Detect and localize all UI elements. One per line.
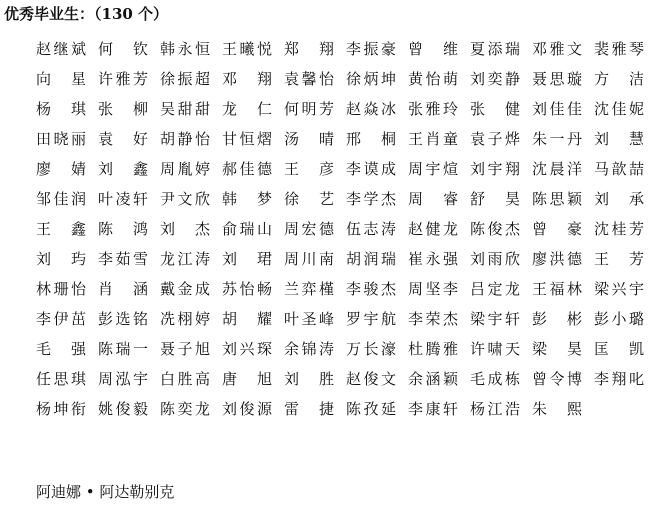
name-entry: 刘 鑫 — [98, 160, 148, 178]
name-entry: 郑 翔 — [284, 40, 334, 58]
name-row — [36, 64, 656, 94]
name-entry: 崔永强 — [408, 250, 458, 268]
name-entry: 匡 凯 — [594, 340, 644, 358]
name-entry: 龙江涛 — [160, 250, 210, 268]
name-entry-last: 阿迪娜 • 阿达勒别克 — [36, 483, 175, 501]
name-row — [36, 364, 656, 394]
name-entry: 舒 昊 — [470, 190, 520, 208]
name-entry: 叶凌轩 — [98, 190, 148, 208]
name-entry: 罗宇航 — [346, 310, 396, 328]
name-entry: 唐 旭 — [222, 370, 272, 388]
name-entry: 韩 梦 — [222, 190, 272, 208]
name-entry: 刘 慧 — [594, 130, 644, 148]
name-entry: 刘 胜 — [284, 370, 334, 388]
name-entry: 徐振超 — [160, 70, 210, 88]
name-entry: 刘 承 — [594, 190, 644, 208]
name-entry: 毛 强 — [36, 340, 86, 358]
name-entry: 王曦悦 — [222, 40, 272, 58]
name-entry: 何明芳 — [284, 100, 334, 118]
name-entry: 周宏德 — [284, 220, 334, 238]
name-entry: 李伊茁 — [36, 310, 86, 328]
name-entry: 伍志涛 — [346, 220, 396, 238]
name-entry: 周 睿 — [408, 190, 458, 208]
name-entry: 肖 涵 — [98, 280, 148, 298]
name-entry: 万长濠 — [346, 340, 396, 358]
name-entry: 陈瑞一 — [98, 340, 148, 358]
name-entry: 胡静怡 — [160, 130, 210, 148]
name-entry: 曾 豪 — [532, 220, 582, 238]
name-entry: 刘宇翔 — [470, 160, 520, 178]
name-entry: 梁宇轩 — [470, 310, 520, 328]
name-entry: 李学杰 — [346, 190, 396, 208]
name-entry: 赵焱冰 — [346, 100, 396, 118]
name-entry: 梁 昊 — [532, 340, 582, 358]
name-entry: 曾 维 — [408, 40, 458, 58]
name-entry: 陈 鸿 — [98, 220, 148, 238]
name-entry: 赵健龙 — [408, 220, 458, 238]
name-row — [36, 244, 656, 274]
name-entry: 雷 捷 — [284, 400, 334, 418]
name-entry: 夏添瑞 — [470, 40, 520, 58]
name-entry: 毛成栋 — [470, 370, 520, 388]
name-entry: 沈晨洋 — [532, 160, 582, 178]
name-entry: 俞瑞山 — [222, 220, 272, 238]
name-entry: 马歆喆 — [594, 160, 644, 178]
name-entry: 彭小璐 — [594, 310, 644, 328]
name-row — [36, 304, 656, 334]
name-list — [36, 34, 656, 424]
name-entry: 刘佳佳 — [532, 100, 582, 118]
name-entry: 向 星 — [36, 70, 86, 88]
name-row — [36, 394, 656, 424]
name-entry: 方 洁 — [594, 70, 644, 88]
name-entry: 李骏杰 — [346, 280, 396, 298]
name-entry: 刘兴琛 — [222, 340, 272, 358]
name-entry: 李康轩 — [408, 400, 458, 418]
name-entry: 袁馨怡 — [284, 70, 334, 88]
name-entry: 邓 翔 — [222, 70, 272, 88]
name-entry: 黄怡萌 — [408, 70, 458, 88]
name-entry: 廖 婧 — [36, 160, 86, 178]
name-entry: 田晓丽 — [36, 130, 86, 148]
section-heading: 优秀毕业生：（130 个） — [4, 5, 169, 23]
name-entry: 刘奕静 — [470, 70, 520, 88]
name-entry: 李谟成 — [346, 160, 396, 178]
name-entry: 杨江浩 — [470, 400, 520, 418]
name-entry: 李茹雪 — [98, 250, 148, 268]
name-entry: 何 钦 — [98, 40, 148, 58]
name-entry: 裴雅琴 — [594, 40, 644, 58]
name-entry: 许雅芳 — [98, 70, 148, 88]
name-entry: 徐 艺 — [284, 190, 334, 208]
name-entry: 吕定龙 — [470, 280, 520, 298]
name-entry: 刘俊源 — [222, 400, 272, 418]
name-entry: 王肖童 — [408, 130, 458, 148]
name-entry: 邢 桐 — [346, 130, 396, 148]
name-entry: 刘 珺 — [222, 250, 272, 268]
name-entry: 杜腾雅 — [408, 340, 458, 358]
name-entry: 赵俊文 — [346, 370, 396, 388]
name-entry: 彭选铭 — [98, 310, 148, 328]
name-entry: 陈俊杰 — [470, 220, 520, 238]
name-entry: 戴金成 — [160, 280, 210, 298]
name-entry: 彭 彬 — [532, 310, 582, 328]
name-entry: 李振豪 — [346, 40, 396, 58]
name-entry: 叶圣峰 — [284, 310, 334, 328]
name-entry: 杨 琪 — [36, 100, 86, 118]
name-entry: 王 鑫 — [36, 220, 86, 238]
name-entry: 赵继斌 — [36, 40, 86, 58]
name-row — [36, 124, 656, 154]
name-entry: 许啸天 — [470, 340, 520, 358]
name-entry: 甘恒熠 — [222, 130, 272, 148]
name-row — [36, 334, 656, 364]
name-entry: 胡润瑞 — [346, 250, 396, 268]
name-entry: 聂思璇 — [532, 70, 582, 88]
name-entry: 任思琪 — [36, 370, 86, 388]
name-entry: 杨坤衔 — [36, 400, 86, 418]
name-entry: 袁 好 — [98, 130, 148, 148]
name-entry: 吴甜甜 — [160, 100, 210, 118]
name-entry: 袁子烨 — [470, 130, 520, 148]
name-entry: 周胤婷 — [160, 160, 210, 178]
name-entry: 朱 熙 — [532, 400, 582, 418]
name-entry: 李翔叱 — [594, 370, 644, 388]
name-entry: 梁兴宇 — [594, 280, 644, 298]
name-entry: 韩永恒 — [160, 40, 210, 58]
name-entry: 李荣杰 — [408, 310, 458, 328]
name-row — [36, 184, 656, 214]
name-entry: 刘 玙 — [36, 250, 86, 268]
name-entry: 苏怡畅 — [222, 280, 272, 298]
name-entry: 陈孜延 — [346, 400, 396, 418]
name-entry: 陈思颖 — [532, 190, 582, 208]
name-row — [36, 154, 656, 184]
name-entry: 姚俊毅 — [98, 400, 148, 418]
name-entry: 徐炳坤 — [346, 70, 396, 88]
name-entry: 周宇煊 — [408, 160, 458, 178]
name-entry: 王福林 — [532, 280, 582, 298]
name-entry: 廖洪德 — [532, 250, 582, 268]
name-row — [36, 274, 656, 304]
name-entry: 沈佳妮 — [594, 100, 644, 118]
name-entry: 刘 杰 — [160, 220, 210, 238]
name-entry: 刘雨欣 — [470, 250, 520, 268]
name-entry: 郝佳德 — [222, 160, 272, 178]
name-row — [36, 94, 656, 124]
name-entry: 龙 仁 — [222, 100, 272, 118]
name-row — [36, 214, 656, 244]
name-entry: 邹佳润 — [36, 190, 86, 208]
name-entry: 余锦涛 — [284, 340, 334, 358]
name-entry: 王 彦 — [284, 160, 334, 178]
name-entry: 周川南 — [284, 250, 334, 268]
name-entry: 王 芳 — [594, 250, 644, 268]
name-entry: 陈奕龙 — [160, 400, 210, 418]
name-entry: 兰弈槿 — [284, 280, 334, 298]
name-entry: 余涵颖 — [408, 370, 458, 388]
name-entry: 邓雅文 — [532, 40, 582, 58]
name-entry: 张雅玲 — [408, 100, 458, 118]
name-row — [36, 34, 656, 64]
name-entry: 聂子旭 — [160, 340, 210, 358]
name-entry: 林珊怡 — [36, 280, 86, 298]
name-entry: 尹文欣 — [160, 190, 210, 208]
name-entry: 张 健 — [470, 100, 520, 118]
name-entry: 张 柳 — [98, 100, 148, 118]
name-entry: 汤 晴 — [284, 130, 334, 148]
name-entry: 周泓宇 — [98, 370, 148, 388]
name-entry: 沈桂芳 — [594, 220, 644, 238]
name-entry: 曾令博 — [532, 370, 582, 388]
name-entry: 周坚李 — [408, 280, 458, 298]
name-entry: 胡 耀 — [222, 310, 272, 328]
name-entry: 白胜高 — [160, 370, 210, 388]
name-entry: 朱一丹 — [532, 130, 582, 148]
name-entry: 冼栩婷 — [160, 310, 210, 328]
